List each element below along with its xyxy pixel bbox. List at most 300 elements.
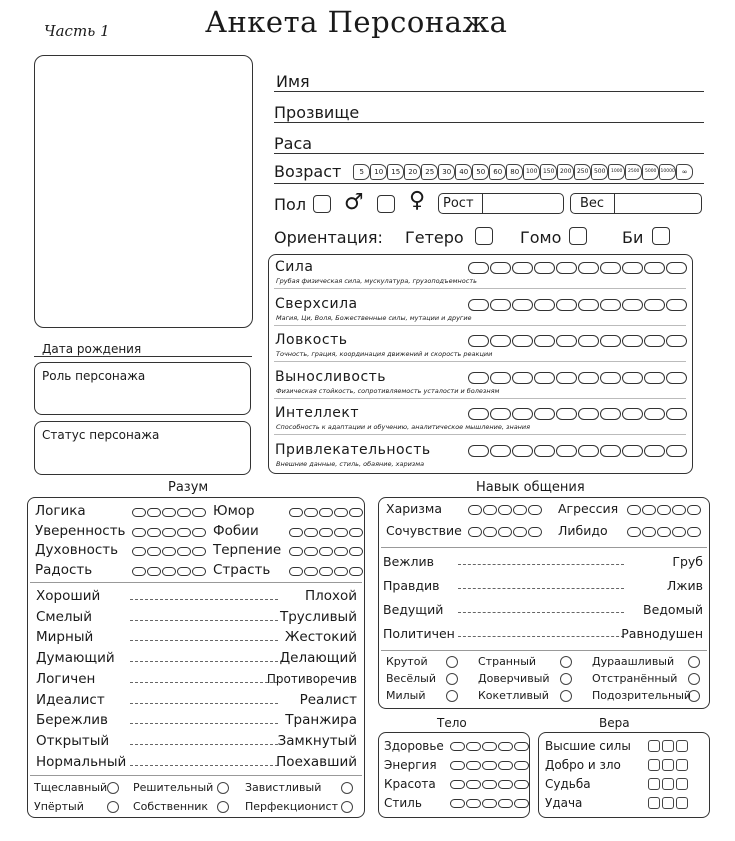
social-trait-rating[interactable] — [627, 527, 701, 537]
social-check-box[interactable] — [688, 656, 700, 668]
scale-line[interactable] — [130, 620, 278, 621]
age-scale[interactable] — [353, 164, 693, 180]
rating-dot[interactable] — [468, 527, 482, 537]
mind-check-box[interactable] — [341, 782, 353, 794]
rating-dot[interactable] — [666, 408, 687, 420]
social-check-label: Подозрительный — [592, 689, 692, 702]
rating-dot[interactable] — [556, 372, 577, 384]
hetero-checkbox[interactable] — [475, 227, 493, 245]
rating-dot[interactable] — [578, 299, 599, 311]
race-field[interactable] — [274, 153, 704, 154]
stat-separator — [274, 288, 686, 289]
social-title: Навык общения — [476, 480, 585, 495]
faith-item-label: Судьба — [545, 777, 591, 791]
rating-dot[interactable] — [192, 508, 206, 517]
body-item-label: Энергия — [384, 758, 437, 772]
social-check-box[interactable] — [560, 656, 572, 668]
rating-dot[interactable] — [627, 505, 641, 515]
social-scale-right: Груб — [672, 554, 703, 569]
age-option[interactable]: 40 — [455, 164, 472, 180]
race-label: Раса — [274, 134, 313, 153]
rating-dot[interactable] — [132, 547, 146, 556]
rating-dot[interactable] — [482, 780, 497, 789]
rating-dot[interactable] — [192, 567, 206, 576]
rating-dot[interactable] — [498, 799, 513, 808]
rating-dot[interactable] — [687, 527, 701, 537]
social-check-box[interactable] — [560, 690, 572, 702]
age-option[interactable]: 25 — [421, 164, 438, 180]
social-divider — [381, 650, 707, 651]
scale-line[interactable] — [130, 703, 278, 704]
rating-dot[interactable] — [177, 528, 191, 537]
rating-dot[interactable] — [512, 335, 533, 347]
rating-dot[interactable] — [513, 505, 527, 515]
mind-trait-rating[interactable] — [289, 567, 363, 576]
rating-dot[interactable] — [666, 335, 687, 347]
rating-dot[interactable] — [177, 547, 191, 556]
faith-box[interactable] — [662, 759, 674, 771]
faith-item-boxes[interactable] — [648, 759, 688, 771]
rating-dot[interactable] — [644, 299, 665, 311]
rating-dot[interactable] — [578, 262, 599, 274]
rating-dot[interactable] — [304, 528, 318, 537]
faith-title: Вера — [599, 716, 630, 730]
social-scale-line[interactable] — [458, 588, 624, 589]
rating-dot[interactable] — [132, 567, 146, 576]
rating-dot[interactable] — [528, 505, 542, 515]
rating-dot[interactable] — [466, 799, 481, 808]
rating-dot[interactable] — [162, 547, 176, 556]
age-option[interactable]: 10000 — [659, 164, 676, 180]
body-title: Тело — [437, 716, 467, 730]
stat-rating[interactable] — [468, 408, 687, 420]
rating-dot[interactable] — [482, 761, 497, 770]
rating-dot[interactable] — [349, 508, 363, 517]
rating-dot[interactable] — [319, 547, 333, 556]
faith-box[interactable] — [676, 797, 688, 809]
portrait-frame[interactable] — [34, 55, 253, 328]
mind-check-box[interactable] — [341, 801, 353, 813]
rating-dot[interactable] — [498, 780, 513, 789]
rating-dot[interactable] — [162, 508, 176, 517]
mind-trait-label: Страсть — [213, 561, 271, 578]
rating-dot[interactable] — [666, 372, 687, 384]
scale-left-label: Идеалист — [36, 691, 105, 708]
rating-dot[interactable] — [289, 528, 303, 537]
age-option[interactable]: 80 — [506, 164, 523, 180]
faith-item-boxes[interactable] — [648, 740, 688, 752]
faith-box[interactable] — [648, 778, 660, 790]
age-option[interactable]: 30 — [438, 164, 455, 180]
rating-dot[interactable] — [666, 262, 687, 274]
rating-dot[interactable] — [644, 372, 665, 384]
scale-left-label: Логичен — [36, 670, 96, 687]
rating-dot[interactable] — [498, 761, 513, 770]
rating-dot[interactable] — [666, 299, 687, 311]
rating-dot[interactable] — [147, 528, 161, 537]
rating-dot[interactable] — [622, 445, 643, 457]
rating-dot[interactable] — [490, 299, 511, 311]
rating-dot[interactable] — [334, 528, 348, 537]
social-scale-line[interactable] — [458, 564, 624, 565]
age-option[interactable]: 5 — [353, 164, 370, 180]
rating-dot[interactable] — [466, 780, 481, 789]
rating-dot[interactable] — [534, 262, 555, 274]
mind-trait-rating[interactable] — [289, 528, 363, 537]
stat-separator — [274, 398, 686, 399]
rating-dot[interactable] — [349, 567, 363, 576]
social-check-label: Крутой — [386, 655, 428, 668]
rating-dot[interactable] — [468, 335, 489, 347]
rating-dot[interactable] — [319, 508, 333, 517]
rating-dot[interactable] — [534, 408, 555, 420]
age-option[interactable]: 2500 — [625, 164, 642, 180]
rating-dot[interactable] — [498, 742, 513, 751]
male-icon: ♂ — [344, 190, 364, 215]
rating-dot[interactable] — [600, 372, 621, 384]
rating-dot[interactable] — [450, 780, 465, 789]
social-check-box[interactable] — [446, 690, 458, 702]
rating-dot[interactable] — [578, 372, 599, 384]
social-scale-left: Ведущий — [383, 602, 444, 617]
rating-dot[interactable] — [600, 445, 621, 457]
rating-dot[interactable] — [672, 505, 686, 515]
homo-label: Гомо — [520, 228, 562, 247]
rating-dot[interactable] — [147, 567, 161, 576]
rating-dot[interactable] — [600, 408, 621, 420]
female-icon: ♀ — [409, 188, 426, 213]
rating-dot[interactable] — [482, 742, 497, 751]
rating-dot[interactable] — [162, 528, 176, 537]
rating-dot[interactable] — [622, 262, 643, 274]
social-trait-rating[interactable] — [468, 505, 542, 515]
rating-dot[interactable] — [483, 527, 497, 537]
social-scale-right: Лжив — [666, 578, 703, 593]
rating-dot[interactable] — [657, 505, 671, 515]
mind-trait-label: Радость — [35, 561, 93, 578]
stat-rating[interactable] — [468, 262, 687, 274]
male-checkbox[interactable] — [313, 195, 331, 213]
scale-left-label: Мирный — [36, 629, 94, 646]
rating-dot[interactable] — [642, 527, 656, 537]
mind-check-label: Тщеславный — [34, 781, 108, 794]
rating-dot[interactable] — [644, 445, 665, 457]
rating-dot[interactable] — [468, 299, 489, 311]
rating-dot[interactable] — [319, 567, 333, 576]
age-underline — [274, 183, 704, 184]
rating-dot[interactable] — [622, 408, 643, 420]
rating-dot[interactable] — [514, 742, 529, 751]
rating-dot[interactable] — [162, 567, 176, 576]
age-option[interactable]: 100 — [523, 164, 540, 180]
faith-box[interactable] — [648, 797, 660, 809]
rating-dot[interactable] — [468, 262, 489, 274]
rating-dot[interactable] — [514, 780, 529, 789]
rating-dot[interactable] — [687, 505, 701, 515]
social-trait-rating[interactable] — [627, 505, 701, 515]
rating-dot[interactable] — [514, 761, 529, 770]
mind-trait-rating[interactable] — [132, 567, 206, 576]
rating-dot[interactable] — [468, 408, 489, 420]
scale-right-label: Противоречив — [266, 671, 357, 686]
rating-dot[interactable] — [334, 508, 348, 517]
rating-dot[interactable] — [534, 372, 555, 384]
rating-dot[interactable] — [192, 528, 206, 537]
social-check-label: Весёлый — [386, 672, 436, 685]
rating-dot[interactable] — [512, 372, 533, 384]
body-item-rating[interactable] — [450, 799, 529, 808]
scale-line[interactable] — [130, 661, 278, 662]
age-option[interactable]: ∞ — [676, 164, 693, 180]
social-check-box[interactable] — [560, 673, 572, 685]
rating-dot[interactable] — [490, 335, 511, 347]
rating-dot[interactable] — [534, 335, 555, 347]
stat-description: Магия, Ци, Воля, Божественные силы, мутации и другие — [276, 313, 472, 322]
name-label: Имя — [276, 72, 310, 91]
rating-dot[interactable] — [304, 508, 318, 517]
rating-dot[interactable] — [177, 567, 191, 576]
social-check-label: Доверчивый — [478, 672, 550, 685]
height-label: Рост — [443, 196, 474, 211]
rating-dot[interactable] — [147, 547, 161, 556]
scale-line[interactable] — [130, 599, 278, 600]
mind-trait-rating[interactable] — [289, 547, 363, 556]
mind-trait-rating[interactable] — [132, 547, 206, 556]
homo-checkbox[interactable] — [569, 227, 587, 245]
mind-check-box[interactable] — [217, 782, 229, 794]
social-trait-label: Сочувствие — [386, 523, 462, 538]
rating-dot[interactable] — [450, 799, 465, 808]
rating-dot[interactable] — [334, 567, 348, 576]
orientation-label: Ориентация: — [274, 228, 383, 247]
scale-left-label: Нормальный — [36, 753, 127, 770]
rating-dot[interactable] — [289, 508, 303, 517]
mind-trait-label: Фобии — [213, 522, 259, 539]
scale-line[interactable] — [130, 723, 278, 724]
social-scale-right: Равнодушен — [621, 626, 703, 641]
rating-dot[interactable] — [622, 335, 643, 347]
mind-check-label: Упёртый — [34, 800, 84, 813]
age-option[interactable]: 150 — [540, 164, 557, 180]
rating-dot[interactable] — [512, 408, 533, 420]
faith-item-label: Добро и зло — [545, 758, 621, 772]
rating-dot[interactable] — [192, 547, 206, 556]
stat-name: Интеллект — [275, 405, 360, 421]
rating-dot[interactable] — [556, 445, 577, 457]
name-field[interactable] — [274, 91, 704, 92]
rating-dot[interactable] — [334, 547, 348, 556]
rating-dot[interactable] — [578, 408, 599, 420]
stat-description: Способность к адаптации и обучению, аналитическое мышление, знания — [276, 423, 531, 431]
hetero-label: Гетеро — [405, 228, 464, 247]
rating-dot[interactable] — [349, 528, 363, 537]
scale-line[interactable] — [130, 640, 278, 641]
rating-dot[interactable] — [289, 567, 303, 576]
faith-box[interactable] — [648, 740, 660, 752]
nickname-field[interactable] — [274, 122, 704, 123]
rating-dot[interactable] — [490, 408, 511, 420]
scale-line[interactable] — [130, 682, 278, 683]
rating-dot[interactable] — [512, 299, 533, 311]
body-item-label: Красота — [384, 777, 436, 791]
stat-rating[interactable] — [468, 372, 687, 384]
scale-line[interactable] — [130, 765, 278, 766]
body-item-rating[interactable] — [450, 780, 529, 789]
mind-trait-rating[interactable] — [132, 508, 206, 517]
age-option[interactable]: 200 — [557, 164, 574, 180]
stat-rating[interactable] — [468, 445, 687, 457]
age-option[interactable]: 500 — [591, 164, 608, 180]
social-scale-left: Правдив — [383, 578, 440, 593]
social-divider — [381, 547, 707, 548]
rating-dot[interactable] — [534, 299, 555, 311]
rating-dot[interactable] — [642, 505, 656, 515]
social-check-label: Странный — [478, 655, 537, 668]
age-option[interactable]: 1000 — [608, 164, 625, 180]
rating-dot[interactable] — [132, 508, 146, 517]
rating-dot[interactable] — [512, 262, 533, 274]
social-check-box[interactable] — [688, 690, 700, 702]
rating-dot[interactable] — [450, 761, 465, 770]
rating-dot[interactable] — [490, 262, 511, 274]
scale-right-label: Поехавший — [276, 753, 357, 770]
social-trait-rating[interactable] — [468, 527, 542, 537]
bi-checkbox[interactable] — [652, 227, 670, 245]
faith-box[interactable] — [662, 797, 674, 809]
rating-dot[interactable] — [349, 547, 363, 556]
body-item-rating[interactable] — [450, 761, 529, 770]
stat-separator — [274, 325, 686, 326]
rating-dot[interactable] — [466, 742, 481, 751]
rating-dot[interactable] — [289, 547, 303, 556]
faith-box[interactable] — [648, 759, 660, 771]
faith-box[interactable] — [662, 740, 674, 752]
rating-dot[interactable] — [468, 445, 489, 457]
rating-dot[interactable] — [644, 335, 665, 347]
social-scale-line[interactable] — [458, 612, 624, 613]
rating-dot[interactable] — [657, 527, 671, 537]
faith-box[interactable] — [676, 778, 688, 790]
faith-box[interactable] — [676, 759, 688, 771]
age-option[interactable]: 5000 — [642, 164, 659, 180]
rating-dot[interactable] — [483, 505, 497, 515]
age-option[interactable]: 50 — [472, 164, 489, 180]
rating-dot[interactable] — [498, 527, 512, 537]
scale-line[interactable] — [130, 744, 278, 745]
rating-dot[interactable] — [490, 372, 511, 384]
rating-dot[interactable] — [528, 527, 542, 537]
mind-trait-label: Юмор — [213, 503, 255, 519]
faith-box[interactable] — [662, 778, 674, 790]
scale-right-label: Плохой — [304, 588, 357, 604]
rating-dot[interactable] — [556, 335, 577, 347]
social-check-box[interactable] — [446, 673, 458, 685]
rating-dot[interactable] — [627, 527, 641, 537]
gender-label: Пол — [274, 195, 307, 214]
age-option[interactable]: 20 — [404, 164, 421, 180]
age-option[interactable]: 10 — [370, 164, 387, 180]
rating-dot[interactable] — [578, 335, 599, 347]
rating-dot[interactable] — [450, 742, 465, 751]
rating-dot[interactable] — [147, 508, 161, 517]
social-scale-line[interactable] — [458, 636, 624, 637]
rating-dot[interactable] — [672, 527, 686, 537]
mind-check-box[interactable] — [217, 801, 229, 813]
mind-check-box[interactable] — [107, 801, 119, 813]
page-title: Анкета Персонажа — [205, 5, 508, 39]
age-option[interactable]: 60 — [489, 164, 506, 180]
mind-trait-label: Уверенность — [35, 522, 126, 539]
faith-box[interactable] — [676, 740, 688, 752]
stat-rating[interactable] — [468, 299, 687, 311]
rating-dot[interactable] — [468, 505, 482, 515]
rating-dot[interactable] — [490, 445, 511, 457]
rating-dot[interactable] — [600, 262, 621, 274]
rating-dot[interactable] — [622, 372, 643, 384]
mind-trait-rating[interactable] — [289, 508, 363, 517]
rating-dot[interactable] — [513, 527, 527, 537]
mind-trait-label: Терпение — [213, 542, 282, 558]
rating-dot[interactable] — [319, 528, 333, 537]
scale-right-label: Жестокий — [284, 629, 357, 646]
rating-dot[interactable] — [304, 547, 318, 556]
social-check-label: Милый — [386, 689, 426, 702]
rating-dot[interactable] — [132, 528, 146, 537]
rating-dot[interactable] — [512, 445, 533, 457]
rating-dot[interactable] — [556, 262, 577, 274]
faith-item-boxes[interactable] — [648, 778, 688, 790]
faith-item-boxes[interactable] — [648, 797, 688, 809]
mind-trait-label: Логика — [35, 503, 86, 519]
rating-dot[interactable] — [498, 505, 512, 515]
height-divider — [482, 193, 483, 214]
rating-dot[interactable] — [622, 299, 643, 311]
age-option[interactable]: 250 — [574, 164, 591, 180]
rating-dot[interactable] — [666, 445, 687, 457]
age-option[interactable]: 15 — [387, 164, 404, 180]
rating-dot[interactable] — [578, 445, 599, 457]
rating-dot[interactable] — [644, 408, 665, 420]
rating-dot[interactable] — [600, 299, 621, 311]
rating-dot[interactable] — [466, 761, 481, 770]
female-checkbox[interactable] — [377, 195, 395, 213]
mind-check-box[interactable] — [107, 782, 119, 794]
body-item-rating[interactable] — [450, 742, 529, 751]
rating-dot[interactable] — [482, 799, 497, 808]
stat-separator — [274, 361, 686, 362]
rating-dot[interactable] — [556, 299, 577, 311]
rating-dot[interactable] — [600, 335, 621, 347]
rating-dot[interactable] — [468, 372, 489, 384]
rating-dot[interactable] — [534, 445, 555, 457]
stat-description: Грубая физическая сила, мускулатура, грузоподъемность — [276, 277, 477, 285]
rating-dot[interactable] — [556, 408, 577, 420]
rating-dot[interactable] — [644, 262, 665, 274]
stat-rating[interactable] — [468, 335, 687, 347]
rating-dot[interactable] — [177, 508, 191, 517]
birthdate-field[interactable] — [34, 356, 252, 357]
mind-divider — [30, 582, 362, 583]
rating-dot[interactable] — [304, 567, 318, 576]
age-label: Возраст — [274, 162, 342, 181]
social-check-box[interactable] — [446, 656, 458, 668]
rating-dot[interactable] — [514, 799, 529, 808]
mind-check-label: Перфекционист — [245, 800, 339, 813]
stat-name: Сверхсила — [275, 295, 358, 312]
mind-trait-rating[interactable] — [132, 528, 206, 537]
social-check-box[interactable] — [688, 673, 700, 685]
social-trait-label: Харизма — [386, 501, 443, 516]
